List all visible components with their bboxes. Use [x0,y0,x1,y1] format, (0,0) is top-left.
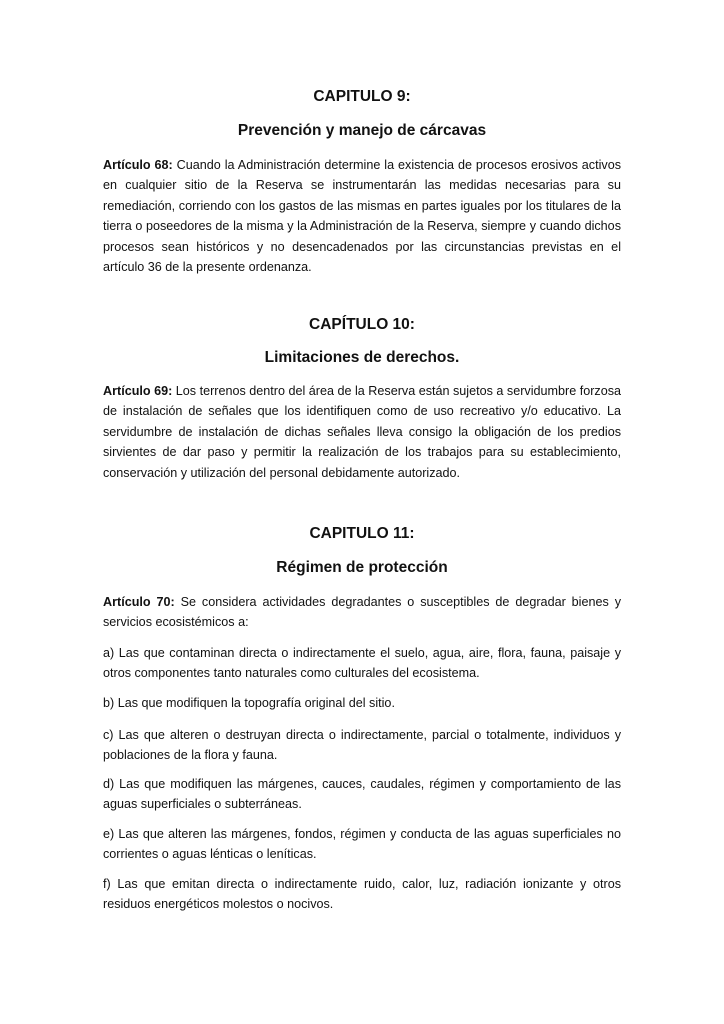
list-item [103,824,621,865]
article-paragraph [103,592,621,633]
list-item [103,643,621,684]
list-item-text: d) Las que modifiquen las márgenes, cauces, caudales, régimen y comportamiento de las aguas superficiales o subterráneas. [103,777,621,812]
article-paragraph [103,381,621,483]
article-label: Artículo 69: [103,384,173,398]
chapter-heading: CAPITULO 9: [313,88,411,105]
chapter-10-title-wrap [103,349,621,367]
chapter-10-section [103,316,621,334]
chapter-title: Régimen de protección [276,559,448,576]
article-69 [103,381,621,483]
article-text: Cuando la Administración determine la existencia de procesos erosivos activos en cualquier sitio de la Reserva se instrumentarán las medidas necesarias para su remediación, corriendo con los gastos de las mismas en partes iguales por los titulares de la tierra o poseedores de la misma y la Administración de la Reserva, siempre y cuando dichos procesos sean históricos y no desencadenados por las circunstancias previstas en el artículo 36 de la presente ordenanza. [103,158,622,275]
list-item-text: f) Las que emitan directa o indirectamente ruido, calor, luz, radiación ionizante y otros residuos energéticos molestos o nocivos. [103,877,621,912]
article-label: Artículo 70: [103,595,175,609]
list-item-text: b) Las que modifiquen la topografía original del sitio. [103,696,395,710]
chapter-heading: CAPITULO 11: [309,525,415,542]
list-item [103,774,621,815]
article-label: Artículo 68: [103,158,173,172]
chapter-9-title-wrap [103,122,621,140]
list-item-text: e) Las que alteren las márgenes, fondos, régimen y conducta de las aguas superficiales no corrientes o aguas lénticas o leníticas. [103,827,621,862]
chapter-11-section [103,525,621,543]
article-68 [103,155,621,277]
article-paragraph [103,155,621,277]
chapter-9-section [103,88,621,106]
chapter-heading: CAPÍTULO 10: [309,316,415,333]
chapter-title: Prevención y manejo de cárcavas [237,122,487,139]
article-text: Los terrenos dentro del área de la Reserva están sujetos a servidumbre forzosa de instalación de señales que los identifiquen como de uso recreativo y/o educativo. La servidumbre de instalación de dichas señales lleva consigo la obligación de los predios sirvientes de dar paso y permitir la realización de los trabajos para su establecimiento, conservación y utilización del personal debidamente autorizado. [103,384,622,480]
list-item-text: a) Las que contaminan directa o indirectamente el suelo, agua, aire, flora, fauna, paisaje y otros componentes tanto naturales como culturales del ecosistema. [103,646,621,681]
chapter-11-title-wrap [103,559,621,577]
list-item [103,874,621,915]
article-text: Se considera actividades degradantes o susceptibles de degradar bienes y servicios ecosistémicos a: [103,595,621,630]
chapter-title: Limitaciones de derechos. [264,349,460,366]
list-item [103,725,621,766]
list-item [103,693,621,713]
list-item-text: c) Las que alteren o destruyan directa o indirectamente, parcial o totalmente, individuos y poblaciones de la flora y fauna. [103,728,621,763]
article-70 [103,592,621,633]
